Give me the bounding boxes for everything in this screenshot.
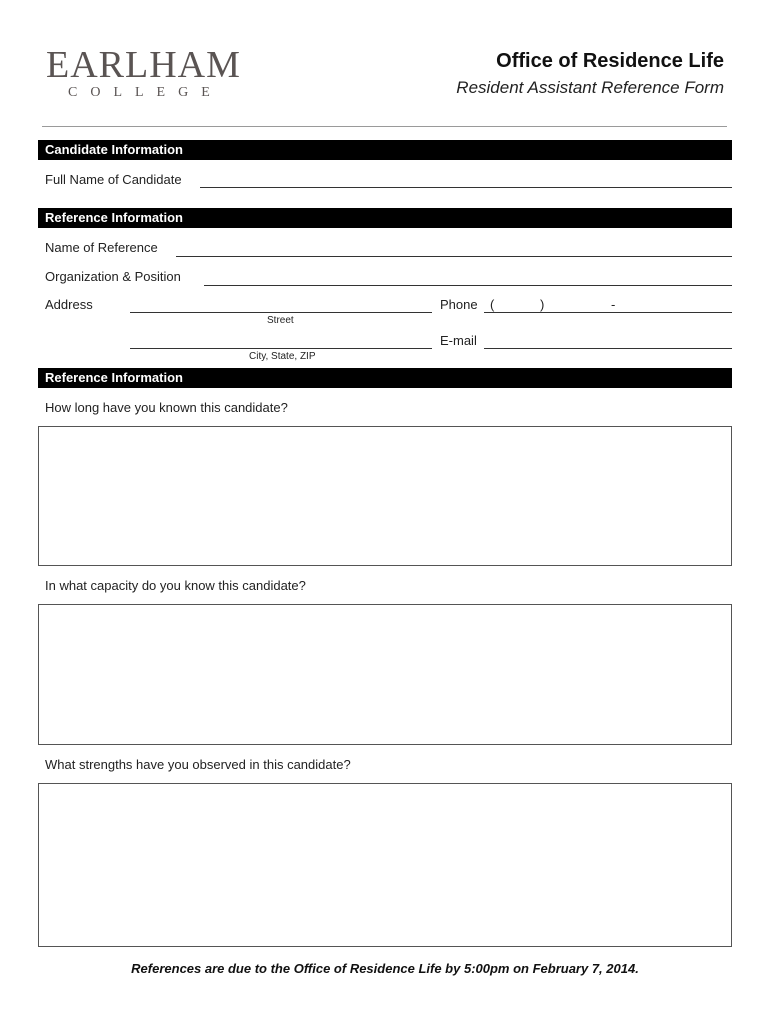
form-title: Resident Assistant Reference Form bbox=[456, 78, 724, 97]
full-name-field[interactable] bbox=[200, 187, 732, 188]
question-how-long-label: How long have you known this candidate? bbox=[45, 400, 288, 415]
email-field[interactable] bbox=[484, 348, 732, 349]
phone-field[interactable] bbox=[484, 312, 732, 313]
city-state-zip-field[interactable] bbox=[130, 348, 432, 349]
phone-label: Phone bbox=[440, 297, 478, 312]
questions-section-header: Reference Information bbox=[38, 368, 732, 388]
street-caption: Street bbox=[267, 315, 294, 326]
organization-position-field[interactable] bbox=[204, 285, 732, 286]
reference-section-header: Reference Information bbox=[38, 208, 732, 228]
question-strengths-label: What strengths have you observed in this candidate? bbox=[45, 757, 351, 772]
street-field[interactable] bbox=[130, 312, 432, 313]
organization-position-label: Organization & Position bbox=[45, 269, 181, 284]
reference-name-field[interactable] bbox=[176, 256, 732, 257]
answer-how-long-box[interactable] bbox=[38, 426, 732, 566]
email-label: E-mail bbox=[440, 333, 477, 348]
phone-open-paren: ( bbox=[490, 297, 495, 312]
office-title: Office of Residence Life bbox=[496, 50, 724, 72]
college-logo-subtitle: COLLEGE bbox=[68, 85, 223, 100]
phone-dash: - bbox=[611, 297, 616, 312]
question-capacity-label: In what capacity do you know this candidate? bbox=[45, 578, 306, 593]
full-name-label: Full Name of Candidate bbox=[45, 172, 182, 187]
city-state-zip-caption: City, State, ZIP bbox=[249, 351, 316, 362]
due-date-note: References are due to the Office of Residence Life by 5:00pm on February 7, 2014. bbox=[131, 961, 639, 976]
candidate-section-header: Candidate Information bbox=[38, 140, 732, 160]
college-logo-wordmark: EARLHAM bbox=[46, 44, 241, 86]
header-divider bbox=[42, 126, 727, 127]
phone-close-paren: ) bbox=[540, 297, 545, 312]
answer-capacity-box[interactable] bbox=[38, 604, 732, 745]
reference-name-label: Name of Reference bbox=[45, 240, 158, 255]
answer-strengths-box[interactable] bbox=[38, 783, 732, 947]
address-label: Address bbox=[45, 297, 93, 312]
